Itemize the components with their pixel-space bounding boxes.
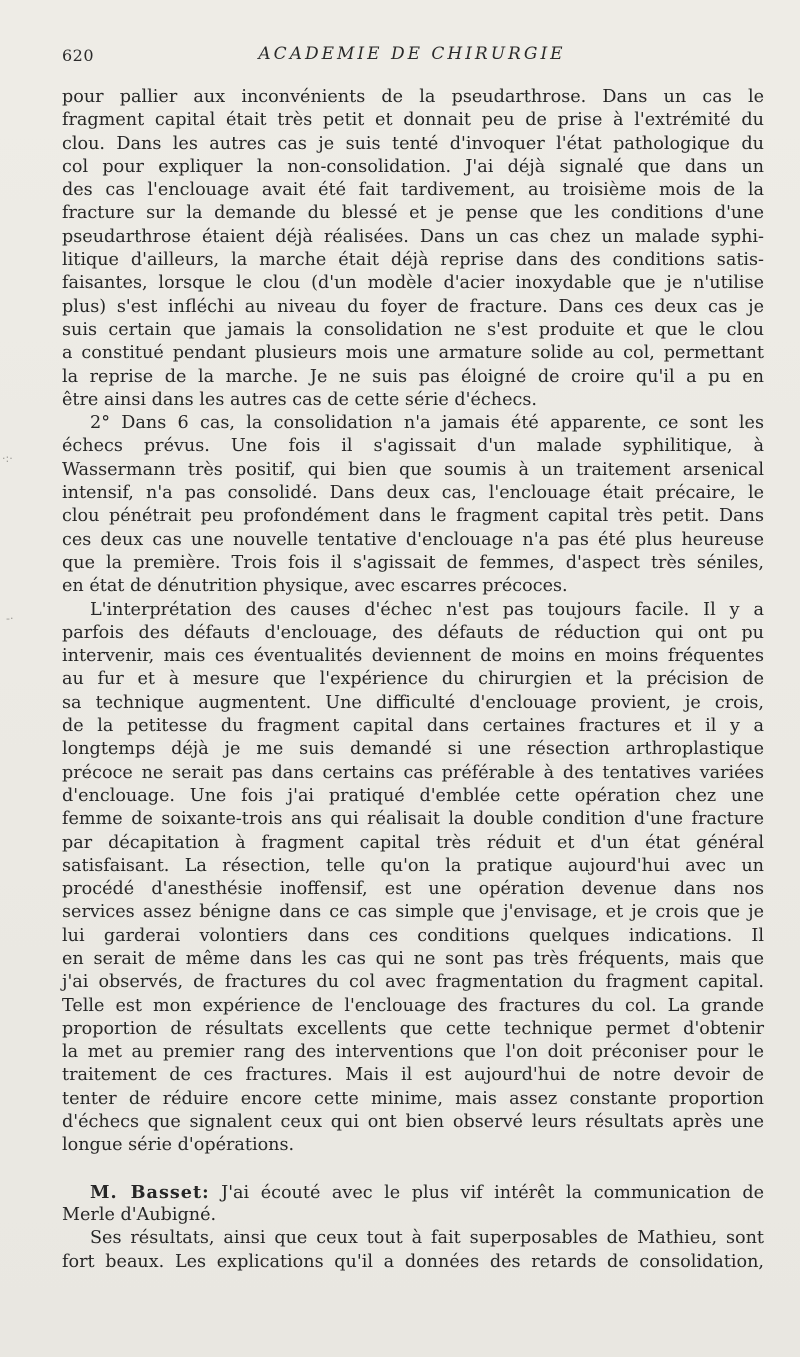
text-line: des cas l'enclouage avait été fait tardivement, au troisième mois de la <box>62 180 764 201</box>
text-line: précoce ne serait pas dans certains cas préférable à des tentatives variées <box>62 762 764 783</box>
page-header <box>62 44 762 68</box>
text-line: Telle est mon expérience de l'enclouage des fractures du col. La grande <box>62 995 764 1016</box>
text-line: d'échecs que signalent ceux qui ont bien observé leurs résultats après une <box>62 1112 764 1133</box>
text-line <box>62 1181 764 1204</box>
text-line: traitement de ces fractures. Mais il est aujourd'hui de notre devoir de <box>62 1065 764 1086</box>
text-line: Merle d'Aubigné. <box>62 1204 217 1225</box>
text-line: intervenir, mais ces éventualités deviennent de moins en moins fréquentes <box>62 646 764 667</box>
text-line: fort beaux. Les explications qu'il a données des retards de consolidation, <box>62 1251 764 1272</box>
text-line: lui garderai volontiers dans ces conditions quelques indications. Il <box>62 925 764 946</box>
text-line: procédé d'anesthésie inoffensif, est une opération devenue dans nos <box>62 879 764 900</box>
text-line: a constitué pendant plusieurs mois une armature solide au col, permettant <box>62 343 764 364</box>
text-line: longtemps déjà je me suis demandé si une résection arthroplastique <box>62 739 764 760</box>
text-line: que la première. Trois fois il s'agissait de femmes, d'aspect très séniles, <box>62 552 764 573</box>
text-line: pour pallier aux inconvénients de la pseudarthrose. Dans un cas le <box>62 87 764 107</box>
paragraph-gap <box>62 1158 764 1181</box>
text-line: Ses résultats, ainsi que ceux tout à fait superposables de Mathieu, sont <box>90 1228 764 1249</box>
text-line: clou pénétrait peu profondément dans le fragment capital très petit. Dans <box>62 506 764 527</box>
page-number: 620 <box>62 46 95 65</box>
text-line: services assez bénigne dans ce cas simple que j'envisage, et je crois que je <box>62 902 764 923</box>
text-line: au fur et à mesure que l'expérience du chirurgien et la précision de <box>62 669 764 690</box>
text-line: 2° Dans 6 cas, la consolidation n'a jamais été apparente, ce sont les <box>90 413 764 434</box>
text-line: fracture sur la demande du blessé et je pense que les conditions d'une <box>62 203 764 224</box>
text-line: de la petitesse du fragment capital dans certaines fractures et il y a <box>62 716 764 737</box>
text-line: satisfaisant. La résection, telle qu'on la pratique aujourd'hui avec un <box>62 855 764 876</box>
text-line: femme de soixante-trois ans qui réalisait la double condition d'une fracture <box>62 809 764 830</box>
text-line: tenter de réduire encore cette minime, mais assez constante proportion <box>62 1088 764 1109</box>
text-line: fragment capital était très petit et donnait peu de prise à l'extrémité du <box>62 110 764 131</box>
margin-speck: -· <box>6 612 14 625</box>
paragraph-1 <box>62 86 764 412</box>
text-line: col pour expliquer la non-consolidation. J'ai déjà signalé que dans un <box>62 156 764 177</box>
article-body <box>62 86 764 1274</box>
text-line: sa technique augmentent. Une difficulté d'enclouage provient, je crois, <box>62 692 764 713</box>
text-line: suis certain que jamais la consolidation ne s'est produite et que le clou <box>62 319 764 340</box>
text-line: litique d'ailleurs, la marche était déjà reprise dans des conditions satis- <box>62 250 764 271</box>
text-line: j'ai observés, de fractures du col avec fragmentation du fragment capital. <box>62 972 764 993</box>
text-line: longue série d'opérations. <box>62 1135 295 1156</box>
text-line: d'enclouage. Une fois j'ai pratiqué d'emblée cette opération chez une <box>62 785 764 806</box>
text-line: intensif, n'a pas consolidé. Dans deux cas, l'enclouage était précaire, le <box>62 483 764 504</box>
paragraph-2 <box>62 412 764 598</box>
text-line: la met au premier rang des interventions que l'on doit préconiser pour le <box>62 1042 764 1063</box>
text-line: L'interprétation des causes d'échec n'est pas toujours facile. Il y a <box>90 599 764 620</box>
paragraph-5 <box>62 1227 764 1274</box>
text-line: pseudarthrose étaient déjà réalisées. Dans un cas chez un malade syphi- <box>62 226 764 247</box>
running-title: ACADEMIE DE CHIRURGIE <box>258 44 566 64</box>
paragraph-3 <box>62 599 764 1158</box>
text-line: parfois des défauts d'enclouage, des défauts de réduction qui ont pu <box>62 622 764 643</box>
text-line: en serait de même dans les cas qui ne sont pas très fréquents, mais que <box>62 948 764 969</box>
text-line: être ainsi dans les autres cas de cette série d'échecs. <box>62 389 537 410</box>
text-line: proportion de résultats excellents que cette technique permet d'obtenir <box>62 1018 764 1039</box>
paragraph-4 <box>62 1181 764 1228</box>
text-line: en état de dénutrition physique, avec escarres précoces. <box>62 576 568 597</box>
text-line: échecs prévus. Une fois il s'agissait d'un malade syphilitique, à <box>62 436 764 457</box>
text-line: par décapitation à fragment capital très réduit et d'un état général <box>62 832 764 853</box>
text-line: clou. Dans les autres cas je suis tenté d'invoquer l'état pathologique du <box>62 133 764 154</box>
text-line: Wassermann très positif, qui bien que soumis à un traitement arsenical <box>62 459 764 480</box>
text-line: plus) s'est infléchi au niveau du foyer de fracture. Dans ces deux cas je <box>62 296 764 317</box>
text-line: la reprise de la marche. Je ne suis pas éloigné de croire qu'il a pu en <box>62 366 764 387</box>
speaker-text: J'ai écouté avec le plus vif intérêt la communication de <box>221 1182 765 1203</box>
speaker-name: M. Basset: <box>90 1181 210 1203</box>
margin-speck: ·:· <box>2 452 13 465</box>
text-line: faisantes, lorsque le clou (d'un modèle d'acier inoxydable que je n'utilise <box>62 273 764 294</box>
text-line: ces deux cas une nouvelle tentative d'enclouage n'a pas été plus heureuse <box>62 529 764 550</box>
